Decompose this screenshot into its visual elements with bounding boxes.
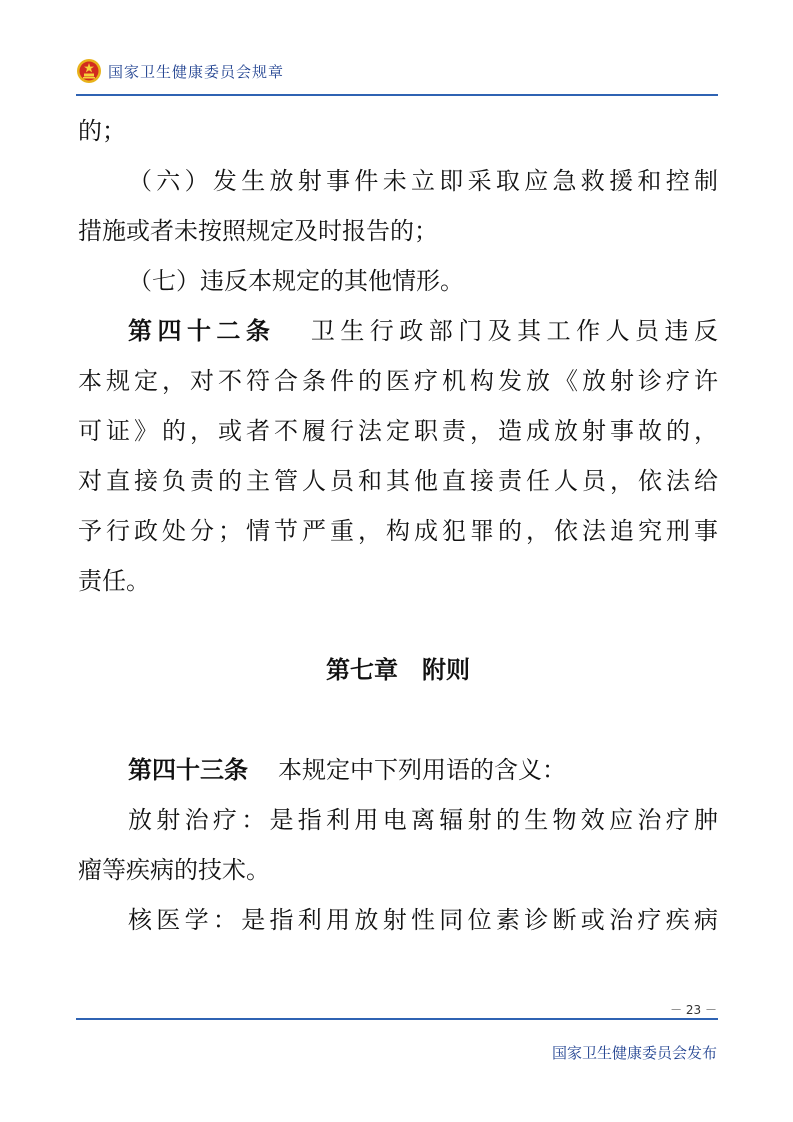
item-7: （七）违反本规定的其他情形。 xyxy=(128,267,464,295)
article-43-label: 第四十三条 xyxy=(128,756,248,784)
footer-publisher: 国家卫生健康委员会发布 xyxy=(551,1044,717,1062)
item-6-line-1: （六）发生放射事件未立即采取应急救援和控制 xyxy=(128,167,718,195)
item-6-line-2: 措施或者未按照规定及时报告的； xyxy=(78,217,438,245)
definition-radiotherapy-line-1: 放射治疗：是指利用电离辐射的生物效应治疗肿 xyxy=(128,806,718,834)
article-43-text: 本规定中下列用语的含义： xyxy=(278,756,566,784)
header-divider xyxy=(76,94,718,96)
definition-radiotherapy-line-2: 瘤等疾病的技术。 xyxy=(78,856,270,884)
page-number: － 23 － xyxy=(670,1003,717,1017)
article-42-text: 卫生行政部门及其工作人员违反 xyxy=(305,317,719,345)
article-42-line-2: 本规定，对不符合条件的医疗机构发放《放射诊疗许 xyxy=(78,367,718,395)
article-42-line-5: 予行政处分；情节严重，构成犯罪的，依法追究刑事 xyxy=(78,517,718,545)
chapter-title: 第七章 附则 xyxy=(326,656,470,684)
article-42-line-4: 对直接负责的主管人员和其他直接责任人员，依法给 xyxy=(78,467,718,495)
article-42-label: 第四十二条 xyxy=(128,317,276,345)
text-line: 的； xyxy=(78,117,126,145)
article-42-line-1 xyxy=(78,306,718,356)
article-43-line-1 xyxy=(78,745,718,795)
header-title: 国家卫生健康委员会规章 xyxy=(108,63,285,81)
definition-nuclear-medicine-line-1: 核医学：是指利用放射性同位素诊断或治疗疾病 xyxy=(128,906,718,934)
page-header xyxy=(76,56,718,96)
article-42-line-6: 责任。 xyxy=(78,567,150,595)
national-emblem-icon xyxy=(76,58,102,84)
article-42-line-3: 可证》的，或者不履行法定职责，造成放射事故的， xyxy=(78,417,718,445)
document-body xyxy=(78,106,718,945)
footer-divider xyxy=(76,1018,718,1020)
